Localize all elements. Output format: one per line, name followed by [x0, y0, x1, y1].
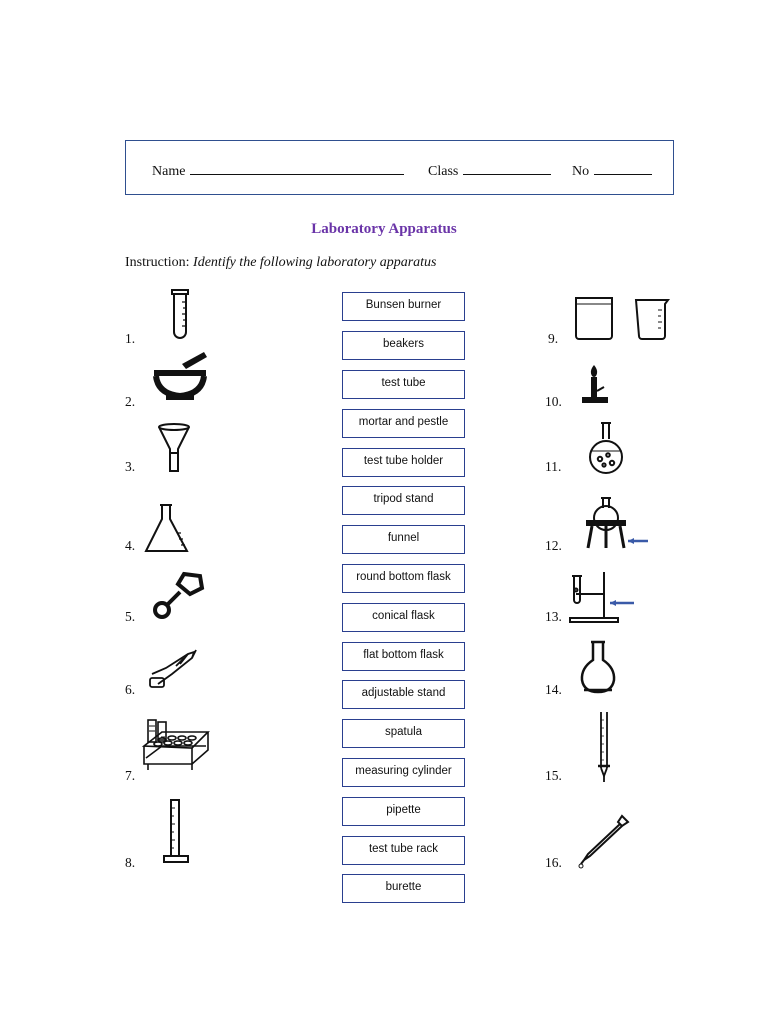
word-bank-item[interactable]: mortar and pestle: [342, 409, 465, 438]
name-blank[interactable]: [190, 162, 404, 175]
name-field: [152, 162, 404, 180]
conical-flask-icon: [143, 503, 191, 555]
item-number-14: 14.: [545, 682, 562, 697]
item-number-15: 15.: [545, 768, 562, 783]
word-bank-item[interactable]: Bunsen burner: [342, 292, 465, 321]
funnel-icon: [156, 423, 192, 473]
word-bank-item[interactable]: test tube holder: [342, 448, 465, 477]
word-bank-item[interactable]: pipette: [342, 797, 465, 826]
word-bank-item[interactable]: test tube rack: [342, 836, 465, 865]
word-bank-item[interactable]: funnel: [342, 525, 465, 554]
class-blank[interactable]: [463, 162, 551, 175]
class-label: Class: [428, 164, 459, 179]
word-bank-item[interactable]: flat bottom flask: [342, 642, 465, 671]
test-tube-holder-icon: [144, 644, 202, 692]
item-number-13: 13.: [545, 609, 562, 624]
item-number-6: 6.: [125, 682, 136, 697]
spatula-icon: [150, 570, 206, 622]
burette-icon: [594, 710, 614, 784]
header-box: [125, 140, 674, 195]
item-number-7: 7.: [125, 768, 136, 783]
flat-bottom-flask-icon: [578, 640, 618, 696]
round-bottom-flask-icon: [587, 421, 625, 477]
adjustable-stand-icon: [568, 570, 636, 626]
item-number-9: 9.: [548, 331, 559, 346]
beakers-icon: [572, 294, 682, 344]
pipette-icon: [576, 812, 632, 870]
word-bank-item[interactable]: spatula: [342, 719, 465, 748]
item-number-11: 11.: [545, 459, 562, 474]
item-number-3: 3.: [125, 459, 136, 474]
measuring-cylinder-icon: [160, 796, 194, 866]
no-blank[interactable]: [594, 162, 652, 175]
item-number-8: 8.: [125, 855, 136, 870]
word-bank-item[interactable]: burette: [342, 874, 465, 903]
no-field: [572, 162, 652, 180]
mortar-pestle-icon: [150, 350, 210, 402]
instruction: [125, 255, 436, 271]
item-number-5: 5.: [125, 609, 136, 624]
item-number-16: 16.: [545, 855, 562, 870]
word-bank-item[interactable]: test tube: [342, 370, 465, 399]
item-number-4: 4.: [125, 538, 136, 553]
page-title: Laboratory Apparatus: [311, 221, 457, 237]
test-tube-icon: [165, 288, 195, 344]
name-label: Name: [152, 164, 186, 179]
word-bank-item[interactable]: measuring cylinder: [342, 758, 465, 787]
word-bank-item[interactable]: adjustable stand: [342, 680, 465, 709]
word-bank-item[interactable]: conical flask: [342, 603, 465, 632]
bunsen-burner-icon: [578, 363, 612, 407]
instruction-prefix: Instruction:: [125, 255, 190, 270]
instruction-text: Identify the following laboratory apparatus: [193, 255, 437, 270]
item-number-2: 2.: [125, 394, 136, 409]
word-bank-item[interactable]: beakers: [342, 331, 465, 360]
word-bank-item[interactable]: tripod stand: [342, 486, 465, 515]
tripod-stand-icon: [584, 494, 650, 550]
no-label: No: [572, 164, 590, 179]
item-number-10: 10.: [545, 394, 562, 409]
item-number-1: 1.: [125, 331, 136, 346]
word-bank-item[interactable]: round bottom flask: [342, 564, 465, 593]
class-field: [428, 162, 551, 180]
test-tube-rack-icon: [140, 718, 212, 776]
item-number-12: 12.: [545, 538, 562, 553]
